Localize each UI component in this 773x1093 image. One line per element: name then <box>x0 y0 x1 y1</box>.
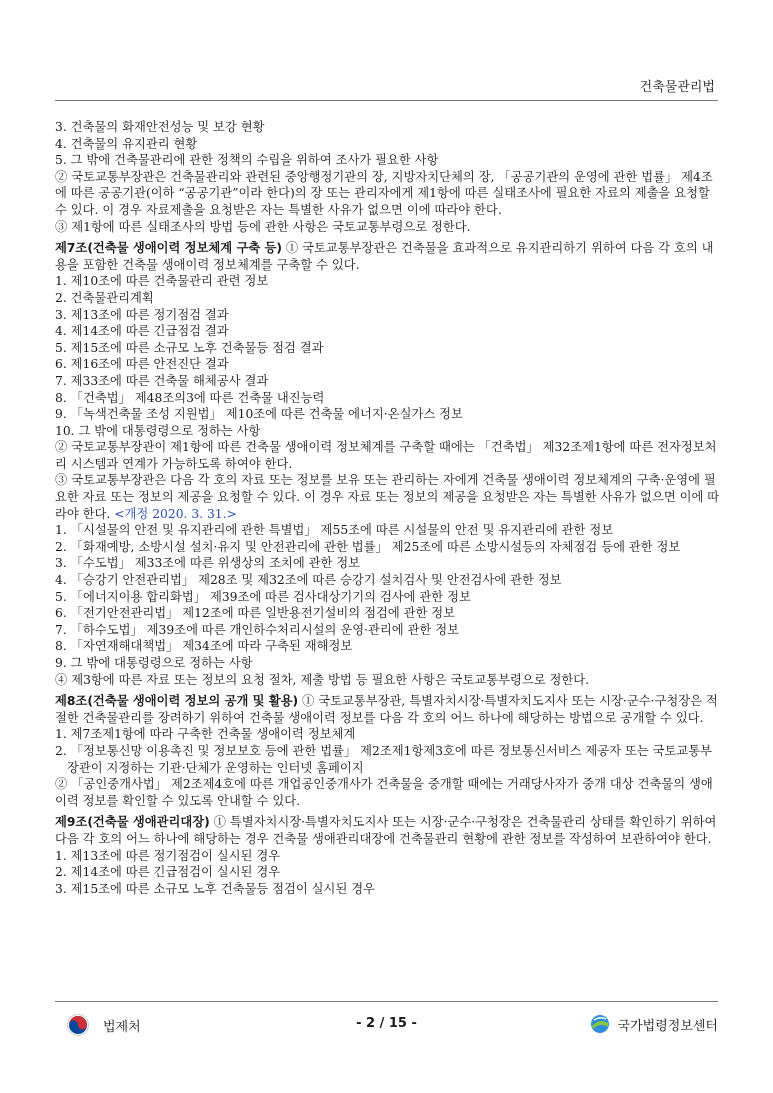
text: ③ 국토교통부장관은 다음 각 호의 자료 또는 정보를 보유 또는 관리하는 자에게 건축물 생애이력 정보체계의 구축·운영에 필요한 자료 또는 정보의 제공을 요청할 수 있다. 이 경우 자료 또는 정보의 제공을 요청받은 자는 특별한 사유가 없으면 이에 따라야 한다. <box>55 473 720 521</box>
list-item <box>55 423 720 440</box>
article-title: 제7조(건축물 생애이력 정보체계 구축 등) <box>55 241 282 256</box>
list-item <box>55 638 720 655</box>
text: 1. 제7조제1항에 따라 구축한 건축물 생애이력 정보체계 <box>55 727 356 742</box>
footer-divider <box>55 1001 718 1002</box>
footer-agency: 법제처 <box>103 1019 141 1035</box>
text: 1. 제13조에 따른 정기점검이 실시된 경우 <box>55 848 281 863</box>
list-item <box>55 273 720 290</box>
list-item <box>55 555 720 572</box>
article-title: 제9조(건축물 생애관리대장) <box>55 815 210 830</box>
article-heading-paragraph <box>55 240 720 273</box>
text: 2. 제14조에 따른 긴급점검이 실시된 경우 <box>55 865 281 880</box>
text: ② 국토교통부장관이 제1항에 따른 건축물 생애이력 정보체계를 구축할 때에는 「건축법」 제32조제1항에 따른 전자정보처리 시스템과 연계가 가능하도록 하여야 한다. <box>55 440 717 471</box>
paragraph <box>55 672 720 689</box>
paragraph <box>55 472 720 522</box>
article-title: 제8조(건축물 생애이력 정보의 공개 및 활용) <box>55 694 299 709</box>
text: 3. 제15조에 따른 소규모 노후 건축물등 점검이 실시된 경우 <box>55 881 375 896</box>
text: 2. 「정보통신망 이용촉진 및 정보보호 등에 관한 법률」 제2조제1항제3호에 따른 정보통신서비스 제공자 또는 국토교통부장관이 지정하는 기관·단체가 운영하는 인터넷 홈페이지 <box>55 743 713 775</box>
footer-right <box>590 1014 718 1034</box>
list-item <box>55 864 720 881</box>
list-item <box>55 522 720 539</box>
list-item <box>55 605 720 622</box>
text: ① 국토교통부장관은 건축물을 효과적으로 유지관리하기 위하여 다음 각 호의 내용을 포함한 건축물 생애이력 정보체계를 구축할 수 있다. <box>55 241 714 272</box>
paragraph <box>55 169 720 219</box>
article-heading-paragraph <box>55 693 720 726</box>
text: 6. 「전기안전관리법」 제12조에 따른 일반용전기설비의 점검에 관한 정보 <box>55 606 456 621</box>
text: 9. 「녹색건축물 조성 지원법」 제10조에 따른 건축물 에너지·온실가스 정보 <box>55 407 463 422</box>
article-heading-paragraph <box>55 814 720 847</box>
list-item <box>55 340 720 357</box>
text: ② 「공인중개사법」 제2조제4호에 따른 개업공인중개사가 건축물을 중개할 때에는 거래당사자가 중개 대상 건축물의 생애이력 정보를 확인할 수 있도록 안내할 수 있다. <box>55 777 713 808</box>
text: ② 국토교통부장관은 건축물관리와 관련된 중앙행정기관의 장, 지방자치단체의 장, 「공공기관의 운영에 관한 법률」 제4조에 따른 공공기관(이하 “공공기관”이라 한다)의 장 또는 관리자에게 제1항에 따른 실태조사에 필요한 자료의 제출을 요청할 수 있다. 이 경우 자료제출을 요청받은 자는 특별한 사유가 없으면 이에 따라야 한다. <box>55 169 713 217</box>
list-item <box>55 390 720 407</box>
text: 1. 제10조에 따른 건축물관리 관련 정보 <box>55 274 269 289</box>
list-item <box>55 881 720 898</box>
paragraph <box>55 776 720 809</box>
text: 3. 제13조에 따른 정기점검 결과 <box>55 307 229 322</box>
text: 9. 그 밖에 대통령령으로 정하는 사항 <box>55 656 253 670</box>
list-item <box>55 152 720 169</box>
text: 8. 「자연재해대책법」 제34조에 따라 구축된 재해정보 <box>55 639 353 654</box>
list-item <box>55 307 720 324</box>
law-center-logo-icon <box>590 1014 610 1034</box>
list-item <box>55 622 720 639</box>
list-item <box>55 589 720 606</box>
text: ④ 제3항에 따른 자료 또는 정보의 요청 절차, 제출 방법 등 필요한 사항은 국토교통부령으로 정한다. <box>55 672 590 687</box>
paragraph <box>55 439 720 472</box>
list-item <box>55 119 720 136</box>
list-item <box>55 136 720 153</box>
list-item <box>55 726 720 743</box>
text: 3. 「수도법」 제33조에 따른 위생상의 조치에 관한 정보 <box>55 556 361 571</box>
text: 7. 「하수도법」 제39조에 따른 개인하수처리시설의 운영·관리에 관한 정보 <box>55 622 459 637</box>
list-item <box>55 655 720 672</box>
footer-center-name: 국가법령정보센터 <box>617 1018 718 1034</box>
text: 2. 건축물관리계획 <box>55 290 154 305</box>
text: ① 특별자치시장·특별자치도지사 또는 시장·군수·구청장은 건축물관리 상태를 확인하기 위하여 다음 각 호의 어느 하나에 해당하는 경우 건축물 생애관리대장에 건축물관리 현황에 관한 정보를 작성하여 보관하여야 한다. <box>55 815 717 846</box>
text: 8. 「건축법」 제48조의3에 따른 건축물 내진능력 <box>55 390 325 405</box>
list-item <box>55 323 720 340</box>
text: 5. 그 밖에 건축물관리에 관한 정책의 수립을 위하여 조사가 필요한 사항 <box>55 153 439 168</box>
text: 1. 「시설물의 안전 및 유지관리에 관한 특별법」 제55조에 따른 시설물의 안전 및 유지관리에 관한 정보 <box>55 523 614 538</box>
list-item <box>55 356 720 373</box>
list-item <box>55 290 720 307</box>
text: 10. 그 밖에 대통령령으로 정하는 사항 <box>55 423 261 438</box>
document-title: 건축물관리법 <box>639 80 715 95</box>
text: 4. 「승강기 안전관리법」 제28조 및 제32조에 따른 승강기 설치검사 및 안전검사에 관한 정보 <box>55 573 562 588</box>
text: 5. 제15조에 따른 소규모 노후 건축물등 점검 결과 <box>55 340 324 355</box>
text: ③ 제1항에 따른 실태조사의 방법 등에 관한 사항은 국토교통부령으로 정한다. <box>55 219 471 234</box>
text: 4. 제14조에 따른 긴급점검 결과 <box>55 324 229 339</box>
page-number: - 2 / 15 - <box>356 1016 417 1031</box>
text: 6. 제16조에 따른 안전진단 결과 <box>55 357 229 372</box>
text: 7. 제33조에 따른 건축물 해체공사 결과 <box>55 373 269 388</box>
text: 2. 「화재예방, 소방시설 설치·유지 및 안전관리에 관한 법률」 제25조에 따른 소방시설등의 자체점검 등에 관한 정보 <box>55 539 681 554</box>
amendment-note: <개정 2020. 3. 31.> <box>110 506 237 521</box>
text: 3. 건축물의 화재안전성능 및 보강 현황 <box>55 120 265 134</box>
list-item <box>55 572 720 589</box>
list-item <box>55 539 720 556</box>
list-item <box>55 406 720 423</box>
list-item <box>55 373 720 390</box>
text: 4. 건축물의 유지관리 현황 <box>55 136 198 151</box>
list-item <box>55 743 720 776</box>
text: 5. 「에너지이용 합리화법」 제39조에 따른 검사대상기기의 검사에 관한 정보 <box>55 589 471 604</box>
header-divider <box>55 100 718 101</box>
page-footer <box>55 1014 718 1036</box>
list-item <box>55 848 720 865</box>
text: ① 국토교통부장관, 특별자치시장·특별자치도지사 또는 시장·군수·구청장은 적절한 건축물관리를 장려하기 위하여 건축물 생애이력 정보를 다음 각 호의 어느 하나에 해당하는 방법으로 공개할 수 있다. <box>55 694 718 725</box>
law-body <box>55 119 720 897</box>
paragraph <box>55 219 720 236</box>
